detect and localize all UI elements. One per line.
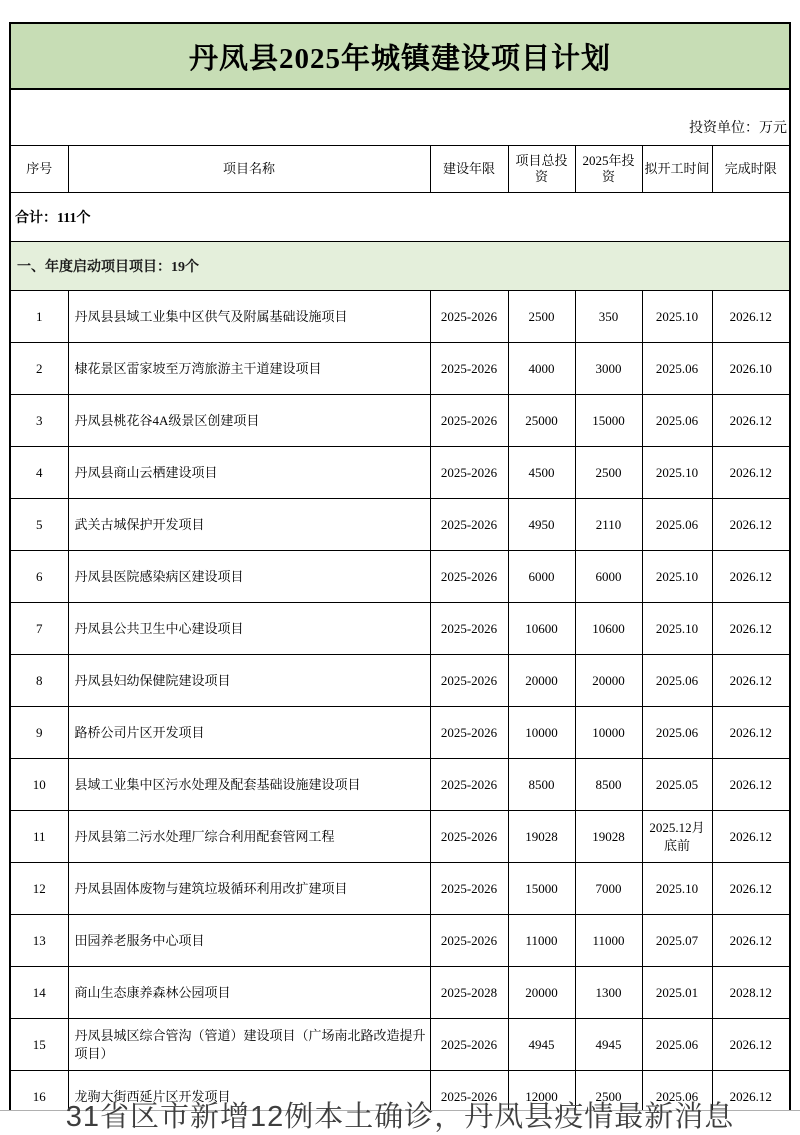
cell-no: 4	[10, 447, 68, 499]
cell-name: 丹凤县第二污水处理厂综合利用配套管网工程	[68, 811, 430, 863]
cell-total: 4950	[508, 499, 575, 551]
cell-name: 武关古城保护开发项目	[68, 499, 430, 551]
cell-total: 25000	[508, 395, 575, 447]
column-header-3: 项目总投资	[508, 146, 575, 193]
cell-start: 2025.01	[642, 967, 712, 1019]
cell-finish: 2026.12	[712, 551, 790, 603]
cell-years: 2025-2026	[430, 291, 508, 343]
cell-no: 3	[10, 395, 68, 447]
cell-years: 2025-2026	[430, 759, 508, 811]
cell-finish: 2028.12	[712, 967, 790, 1019]
cell-finish: 2026.12	[712, 655, 790, 707]
cell-finish: 2026.12	[712, 759, 790, 811]
cell-total: 4000	[508, 343, 575, 395]
cell-finish: 2026.12	[712, 1071, 790, 1124]
cell-total: 2500	[508, 291, 575, 343]
cell-no: 16	[10, 1071, 68, 1124]
cell-total: 10000	[508, 707, 575, 759]
cell-years: 2025-2026	[430, 863, 508, 915]
total-count-row	[10, 193, 790, 242]
cell-y2025: 7000	[575, 863, 642, 915]
cell-start: 2025.06	[642, 1071, 712, 1124]
column-header-0: 序号	[10, 146, 68, 193]
cell-years: 2025-2026	[430, 707, 508, 759]
cell-total: 4945	[508, 1019, 575, 1071]
table-row	[10, 811, 790, 863]
cell-no: 11	[10, 811, 68, 863]
column-header-5: 拟开工时间	[642, 146, 712, 193]
cell-finish: 2026.12	[712, 447, 790, 499]
cell-years: 2025-2026	[430, 655, 508, 707]
cell-name: 丹凤县公共卫生中心建设项目	[68, 603, 430, 655]
table-header-row	[10, 146, 790, 193]
cell-y2025: 10000	[575, 707, 642, 759]
cell-start: 2025.06	[642, 395, 712, 447]
table-row	[10, 655, 790, 707]
investment-unit-note: 投资单位：万元	[10, 89, 790, 146]
news-caption: 31省区市新增12例本土确诊，丹凤县疫情最新消息	[65, 1101, 735, 1133]
section-header-label: 一、年度启动项目项目：19个	[10, 242, 790, 291]
cell-name: 商山生态康养森林公园项目	[68, 967, 430, 1019]
cell-y2025: 10600	[575, 603, 642, 655]
table-row	[10, 707, 790, 759]
table-row	[10, 447, 790, 499]
cell-name: 丹凤县桃花谷4A级景区创建项目	[68, 395, 430, 447]
cell-finish: 2026.12	[712, 1019, 790, 1071]
cell-name: 田园养老服务中心项目	[68, 915, 430, 967]
unit-note-row	[10, 89, 790, 146]
cell-years: 2025-2026	[430, 551, 508, 603]
cell-no: 15	[10, 1019, 68, 1071]
cell-start: 2025.06	[642, 707, 712, 759]
cell-finish: 2026.12	[712, 707, 790, 759]
cell-y2025: 3000	[575, 343, 642, 395]
cell-no: 9	[10, 707, 68, 759]
cell-finish: 2026.12	[712, 863, 790, 915]
cell-y2025: 2110	[575, 499, 642, 551]
cell-years: 2025-2026	[430, 499, 508, 551]
cell-finish: 2026.12	[712, 915, 790, 967]
cell-y2025: 2500	[575, 1071, 642, 1124]
cell-total: 20000	[508, 967, 575, 1019]
cell-total: 19028	[508, 811, 575, 863]
cell-years: 2025-2026	[430, 1019, 508, 1071]
cell-start: 2025.07	[642, 915, 712, 967]
cell-name: 路桥公司片区开发项目	[68, 707, 430, 759]
cell-name: 龙驹大街西延片区开发项目	[68, 1071, 430, 1124]
cell-start: 2025.06	[642, 655, 712, 707]
cell-y2025: 8500	[575, 759, 642, 811]
cell-start: 2025.10	[642, 551, 712, 603]
cell-years: 2025-2026	[430, 603, 508, 655]
cell-y2025: 15000	[575, 395, 642, 447]
cell-y2025: 11000	[575, 915, 642, 967]
table-row	[10, 551, 790, 603]
table-row	[10, 1019, 790, 1071]
cell-no: 14	[10, 967, 68, 1019]
cell-start: 2025.06	[642, 343, 712, 395]
cell-y2025: 350	[575, 291, 642, 343]
cell-finish: 2026.12	[712, 603, 790, 655]
cell-total: 4500	[508, 447, 575, 499]
cell-no: 2	[10, 343, 68, 395]
table-row	[10, 967, 790, 1019]
project-plan-sheet	[9, 22, 789, 1124]
cell-no: 13	[10, 915, 68, 967]
cell-no: 1	[10, 291, 68, 343]
cell-total: 8500	[508, 759, 575, 811]
table-title-row	[10, 23, 790, 89]
cell-name: 丹凤县城区综合管沟（管道）建设项目（广场南北路改造提升项目）	[68, 1019, 430, 1071]
cell-start: 2025.12月底前	[642, 811, 712, 863]
cell-y2025: 1300	[575, 967, 642, 1019]
cell-years: 2025-2026	[430, 343, 508, 395]
cell-start: 2025.10	[642, 863, 712, 915]
cell-name: 丹凤县商山云栖建设项目	[68, 447, 430, 499]
cell-years: 2025-2028	[430, 967, 508, 1019]
cell-y2025: 2500	[575, 447, 642, 499]
cell-finish: 2026.12	[712, 395, 790, 447]
cell-no: 8	[10, 655, 68, 707]
table-row	[10, 343, 790, 395]
column-header-2: 建设年限	[430, 146, 508, 193]
table-row	[10, 603, 790, 655]
cell-no: 7	[10, 603, 68, 655]
cell-y2025: 20000	[575, 655, 642, 707]
cell-finish: 2026.10	[712, 343, 790, 395]
cell-y2025: 6000	[575, 551, 642, 603]
cell-no: 5	[10, 499, 68, 551]
cell-total: 15000	[508, 863, 575, 915]
cell-no: 10	[10, 759, 68, 811]
cell-years: 2025-2026	[430, 811, 508, 863]
column-header-6: 完成时限	[712, 146, 790, 193]
cell-start: 2025.05	[642, 759, 712, 811]
cell-years: 2025-2026	[430, 395, 508, 447]
table-row	[10, 395, 790, 447]
cell-y2025: 19028	[575, 811, 642, 863]
cell-years: 2025-2026	[430, 1071, 508, 1124]
cell-start: 2025.10	[642, 447, 712, 499]
cell-name: 丹凤县医院感染病区建设项目	[68, 551, 430, 603]
cell-total: 10600	[508, 603, 575, 655]
cell-start: 2025.10	[642, 603, 712, 655]
column-header-4: 2025年投资	[575, 146, 642, 193]
cell-name: 棣花景区雷家坡至万湾旅游主干道建设项目	[68, 343, 430, 395]
cell-years: 2025-2026	[430, 915, 508, 967]
page-title: 丹凤县2025年城镇建设项目计划	[10, 23, 790, 89]
cell-name: 县域工业集中区污水处理及配套基础设施建设项目	[68, 759, 430, 811]
cell-no: 12	[10, 863, 68, 915]
cell-finish: 2026.12	[712, 499, 790, 551]
cell-start: 2025.06	[642, 1019, 712, 1071]
cell-start: 2025.10	[642, 291, 712, 343]
cell-finish: 2026.12	[712, 811, 790, 863]
project-plan-table	[9, 22, 791, 1124]
cell-no: 6	[10, 551, 68, 603]
cell-total: 20000	[508, 655, 575, 707]
table-row	[10, 499, 790, 551]
cell-name: 丹凤县县域工业集中区供气及附属基础设施项目	[68, 291, 430, 343]
cell-years: 2025-2026	[430, 447, 508, 499]
table-row	[10, 291, 790, 343]
cell-start: 2025.06	[642, 499, 712, 551]
cell-total: 6000	[508, 551, 575, 603]
cell-name: 丹凤县固体废物与建筑垃圾循环利用改扩建项目	[68, 863, 430, 915]
table-row	[10, 759, 790, 811]
cell-finish: 2026.12	[712, 291, 790, 343]
table-row	[10, 915, 790, 967]
cell-total: 11000	[508, 915, 575, 967]
table-row	[10, 863, 790, 915]
section-header-row	[10, 242, 790, 291]
total-count-label: 合计：111个	[10, 193, 790, 242]
cell-y2025: 4945	[575, 1019, 642, 1071]
cell-name: 丹凤县妇幼保健院建设项目	[68, 655, 430, 707]
cell-total: 12000	[508, 1071, 575, 1124]
column-header-1: 项目名称	[68, 146, 430, 193]
